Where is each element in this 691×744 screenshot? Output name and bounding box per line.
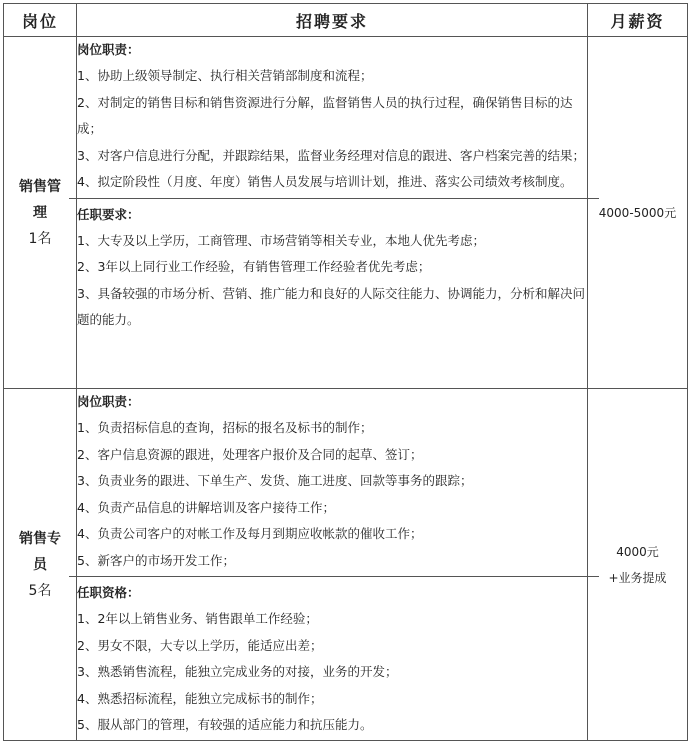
salary-line1: 4000元 bbox=[616, 544, 659, 559]
headcount: 1名 bbox=[28, 230, 52, 247]
duties-list bbox=[77, 63, 587, 196]
duties-title: 岗位职责： bbox=[77, 394, 140, 409]
section-divider bbox=[69, 576, 599, 739]
salary-cell bbox=[588, 389, 688, 741]
section-divider bbox=[69, 198, 599, 334]
list-item: 3、具备较强的市场分析、营销、推广能力和良好的人际交往能力、协调能力，分析和解决问题的能力。 bbox=[77, 285, 585, 327]
header-position: 岗位 bbox=[4, 4, 77, 37]
job-title-line2: 员 bbox=[33, 556, 47, 573]
list-item: 1、2年以上销售业务、销售跟单工作经验； bbox=[77, 611, 318, 626]
job-title-line1: 销售管 bbox=[19, 178, 61, 195]
requirements-cell bbox=[77, 37, 588, 389]
list-item: 1、协助上级领导制定、执行相关营销部制度和流程； bbox=[77, 68, 373, 83]
requirements-list bbox=[69, 606, 599, 739]
salary-line1: 4000-5000元 bbox=[598, 205, 677, 220]
salary-cell bbox=[588, 37, 688, 389]
list-item: 3、负责业务的跟进、下单生产、发货、施工进度、回款等事务的跟踪； bbox=[77, 473, 473, 488]
list-item: 4、拟定阶段性（月度、年度）销售人员发展与培训计划，推进、落实公司绩效考核制度。 bbox=[77, 174, 573, 189]
list-item: 3、熟悉销售流程，能独立完成业务的对接，业务的开发； bbox=[77, 664, 398, 679]
requirements-title: 任职要求： bbox=[77, 206, 140, 222]
list-item: 1、大专及以上学历，工商管理、市场营销等相关专业，本地人优先考虑； bbox=[77, 232, 485, 248]
job-title-cell bbox=[4, 37, 77, 389]
list-item: 2、客户信息资源的跟进，处理客户报价及合同的起草、签订； bbox=[77, 446, 423, 462]
list-item: 5、新客户的市场开发工作； bbox=[77, 552, 235, 568]
list-item: 2、男女不限，大专以上学历，能适应出差； bbox=[77, 637, 323, 653]
list-item: 4、熟悉招标流程，能独立完成标书的制作； bbox=[77, 690, 323, 706]
list-item: 4、负责公司客户的对帐工作及每月到期应收帐款的催收工作； bbox=[77, 526, 423, 541]
list-item: 2、3年以上同行业工作经验，有销售管理工作经验者优先考虑； bbox=[77, 259, 431, 274]
job-title-line1: 销售专 bbox=[19, 530, 61, 547]
list-item: 3、对客户信息进行分配，并跟踪结果，监督业务经理对信息的跟进、客户档案完善的结果； bbox=[77, 147, 585, 163]
recruitment-table bbox=[3, 3, 688, 741]
list-item: 4、负责产品信息的讲解培训及客户接待工作； bbox=[77, 499, 335, 515]
list-item: 2、对制定的销售目标和销售资源进行分解，监督销售人员的执行过程，确保销售目标的达成； bbox=[77, 94, 573, 136]
requirements-title: 任职资格： bbox=[77, 585, 140, 600]
duties-title: 岗位职责： bbox=[77, 42, 140, 57]
job-row-sales-specialist bbox=[4, 389, 688, 741]
headcount: 5名 bbox=[28, 582, 52, 599]
requirements-cell bbox=[77, 389, 588, 741]
header-requirements: 招聘要求 bbox=[77, 4, 588, 37]
salary-line2: +业务提成 bbox=[608, 570, 667, 585]
header-row bbox=[4, 4, 688, 37]
duties-list bbox=[77, 415, 587, 574]
requirements-list bbox=[69, 228, 599, 334]
list-item: 1、负责招标信息的查询，招标的报名及标书的制作； bbox=[77, 420, 373, 435]
job-title-line2: 理 bbox=[33, 204, 47, 221]
job-row-sales-manager bbox=[4, 37, 688, 389]
job-title-cell bbox=[4, 389, 77, 741]
list-item: 5、服从部门的管理，有较强的适应能力和抗压能力。 bbox=[77, 717, 373, 732]
header-salary: 月薪资 bbox=[588, 4, 688, 37]
